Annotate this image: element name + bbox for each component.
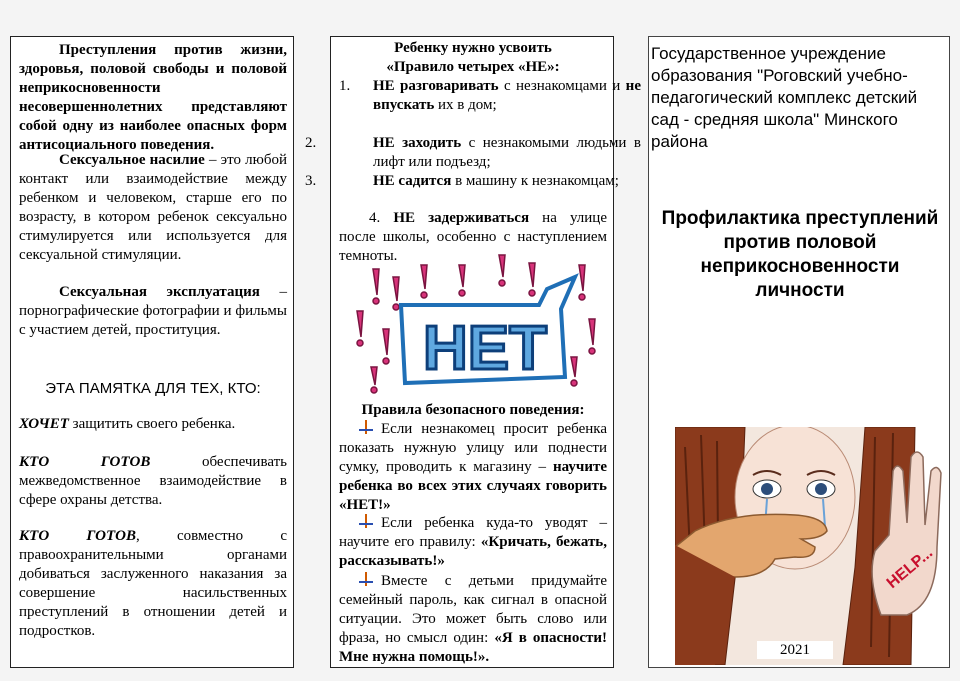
middle-panel — [305, 36, 641, 668]
safety-rule-3: Вместе с детьми придумайте семейный пароль, как сигнал в опасной ситуации. Это может быть слово или фраза, но смысл один: «Я в опасности! Мне нужна помощь!». — [339, 573, 607, 665]
rule-1: 1. НЕ разговаривать с незнакомцами и не впускать их в дом; — [339, 78, 641, 113]
bubble-word: НЕТ — [423, 314, 547, 383]
audience-item-2: КТО ГОТОВ обеспечивать межведомственное взаимодействие в сфере охраны детства. — [19, 454, 287, 508]
safety-rule-1: Если незнакомец просит ребенка показать нужную улицу или поднести сумку, проводить к магазину – научите ребенка во всех этих случаях говорить «НЕТ!» — [339, 421, 607, 513]
left-panel — [10, 36, 294, 668]
brochure-title: Профилактика преступлений против половой неприкосновенности личности — [661, 208, 939, 301]
cover-illustration — [675, 427, 945, 665]
cover-panel — [648, 36, 950, 668]
rule-2: 2. НЕ заходить с незнакомыми людьми в лифт или подъезд; — [305, 135, 641, 170]
exploitation-definition: Сексуальная эксплуатация – порнографические фотографии и фильмы с участием детей, проституция. — [19, 284, 287, 338]
rule-3: 3. НЕ садится в машину к незнакомцам; — [305, 173, 619, 189]
organization-name: Государственное учреждение образования "Роговский учебно-педагогический комплекс детский сад - средняя школа" Минского района — [651, 44, 918, 151]
bullet-icon — [359, 420, 373, 434]
bullet-icon — [359, 572, 373, 586]
publication-year: 2021 — [757, 641, 833, 659]
safety-heading: Правила безопасного поведения: — [361, 402, 585, 418]
audience-item-3: КТО ГОТОВ, совместно с правоохранительными органами добиваться заслуженного наказания за совершение насильственных преступлений в отношении детей и подростков. — [19, 528, 287, 639]
audience-item-1: ХОЧЕТ защитить своего ребенка. — [19, 416, 236, 432]
svg-text:HELP...: HELP... — [883, 544, 937, 593]
safety-rule-2: Если ребенка куда-то уводят – научите его правилу: «Кричать, бежать, рассказывать!» — [339, 515, 607, 569]
audience-heading: ЭТА ПАМЯТКА ДЛЯ ТЕХ, КТО: — [45, 380, 261, 397]
intro-paragraph: Преступления против жизни, здоровья, половой свободы и половой неприкосновенности несовершеннолетних представляют собой одну из наиболее опасных форм антисоциального поведения. — [19, 42, 287, 153]
rule-4: 4. НЕ задерживаться на улице после школы, особенно с наступлением темноты. — [339, 210, 607, 264]
rules-heading: Ребенку нужно усвоить «Правило четырех «НЕ»: — [386, 40, 560, 75]
violence-definition: Сексуальное насилие – это любой контакт или взаимодействие между ребенком и человеком, старше его по возрасту, в котором ребенок сексуально стимулируется или используется для сексуальной стимуляции. — [19, 152, 287, 263]
bullet-icon — [359, 514, 373, 528]
net-speech-bubble-drawing — [339, 249, 609, 399]
